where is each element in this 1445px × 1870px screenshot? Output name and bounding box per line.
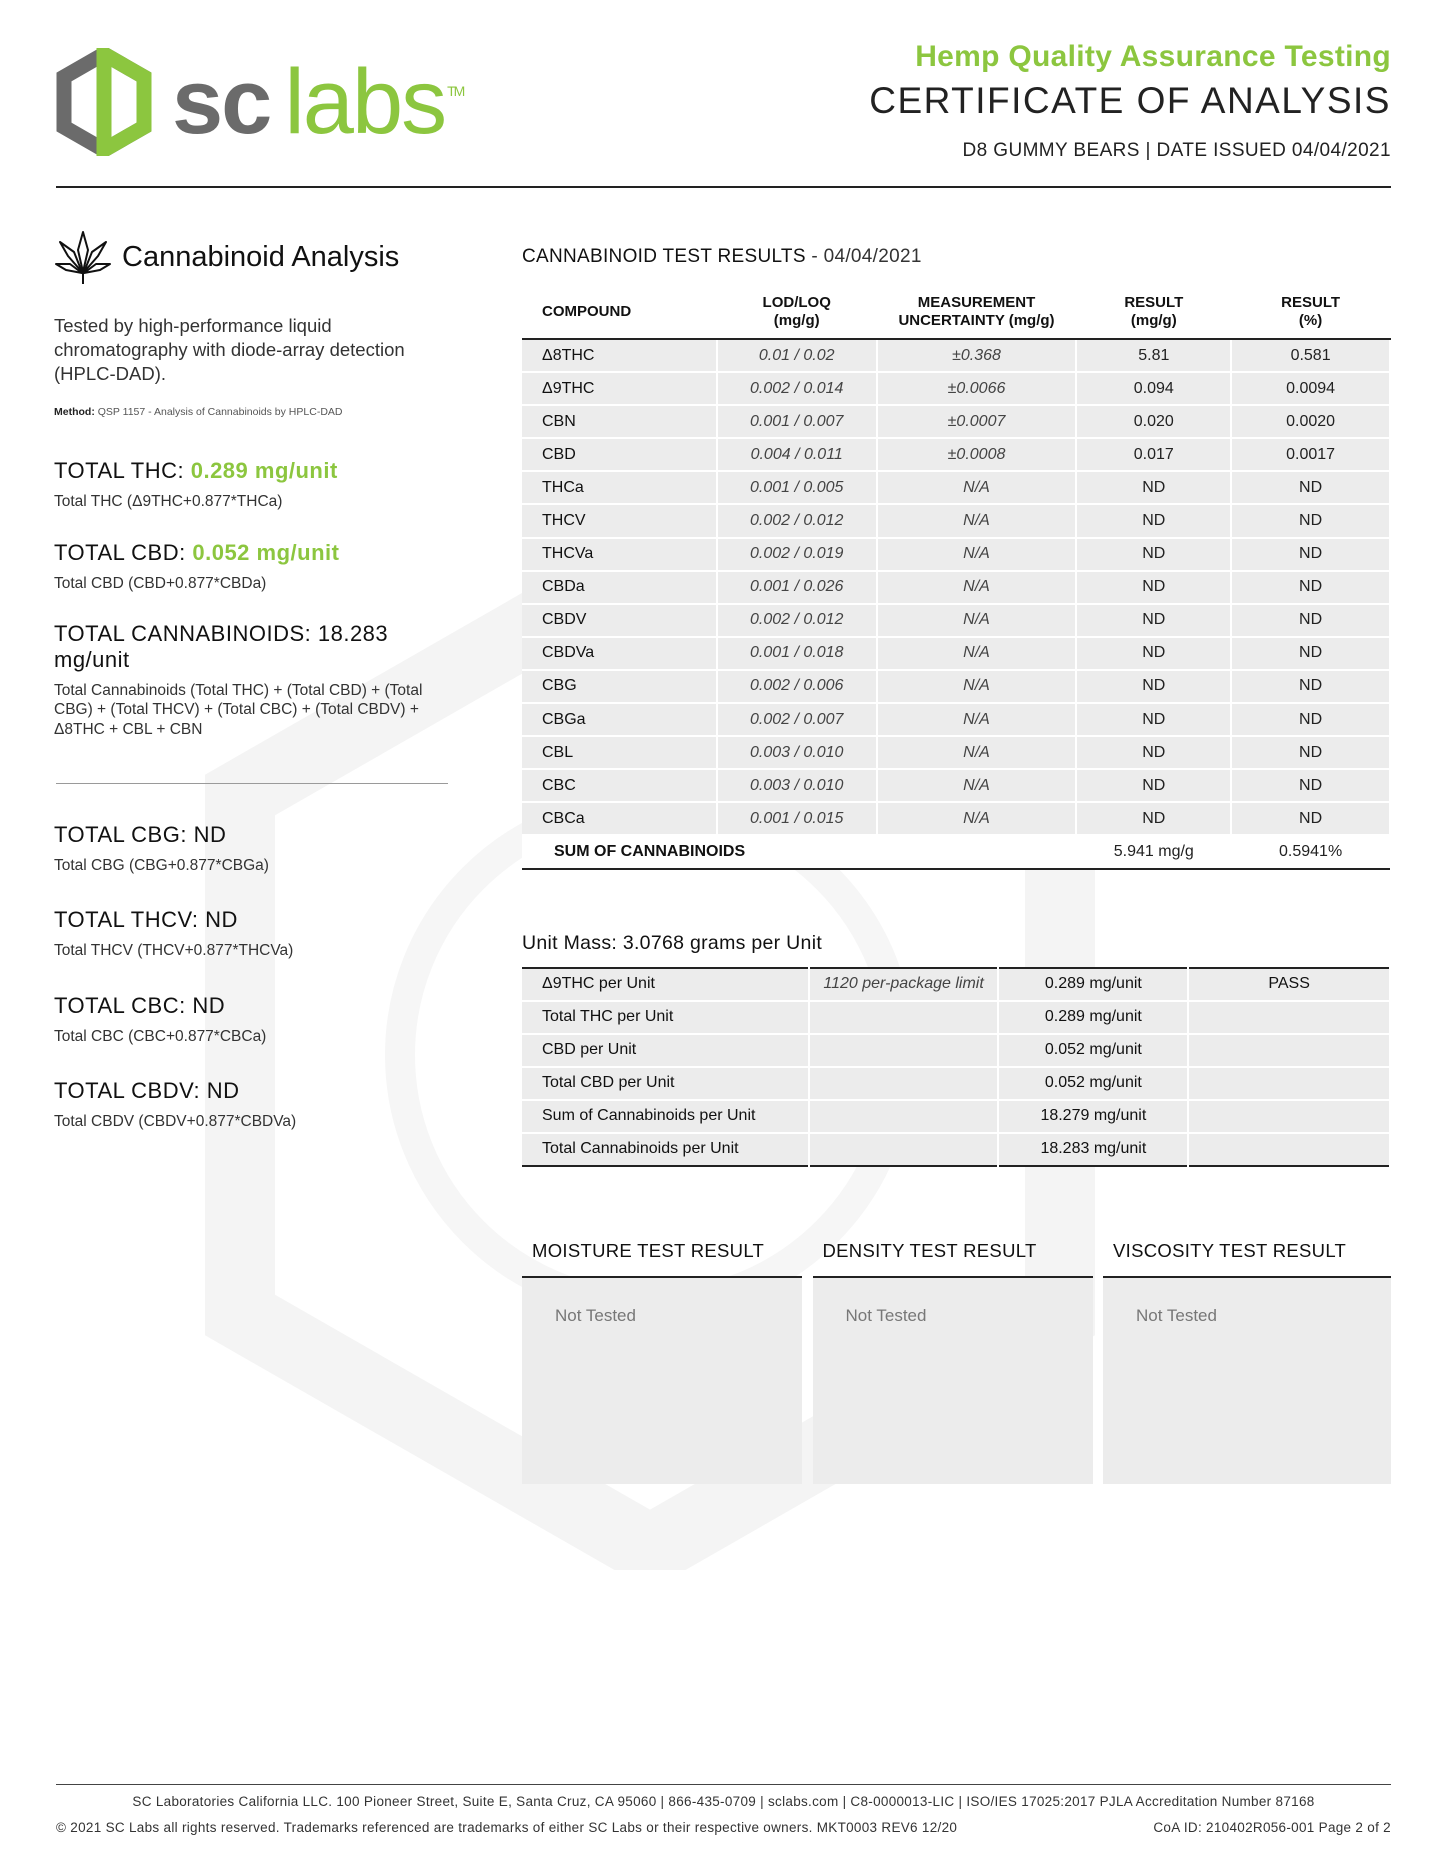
unit-label-cell: Total CBD per Unit xyxy=(522,1067,809,1100)
table-row xyxy=(522,339,1390,372)
compound-cell: CBDa xyxy=(522,571,717,604)
total-thc-label: TOTAL THC: xyxy=(54,458,185,484)
table-row xyxy=(522,802,1390,835)
unit-value-cell: 18.283 mg/unit xyxy=(998,1133,1188,1166)
header-kicker: Hemp Quality Assurance Testing xyxy=(915,40,1391,73)
lodloq-cell: 0.001 / 0.005 xyxy=(717,471,877,504)
result-mg-cell: ND xyxy=(1076,670,1231,703)
uncertainty-cell: N/A xyxy=(877,670,1077,703)
compound-cell: CBN xyxy=(522,405,717,438)
lodloq-cell: 0.002 / 0.012 xyxy=(717,504,877,537)
total-cbd-formula: Total CBD (CBD+0.877*CBDa) xyxy=(54,574,267,592)
table-row xyxy=(522,736,1390,769)
lodloq-cell: 0.001 / 0.018 xyxy=(717,637,877,670)
method-description: Tested by high-performance liquid chromatography with diode-array detection (HPLC-DAD). xyxy=(54,315,405,385)
uncertainty-cell: ±0.0007 xyxy=(877,405,1077,438)
result-mg-cell: ND xyxy=(1076,571,1231,604)
section-title xyxy=(54,228,454,286)
sum-pct: 0.5941% xyxy=(1231,835,1390,868)
result-mg-cell: ND xyxy=(1076,736,1231,769)
total-thc xyxy=(54,458,454,511)
result-pct-cell: 0.0017 xyxy=(1231,438,1390,471)
uncertainty-cell: N/A xyxy=(877,802,1077,835)
section-title-text: Cannabinoid Analysis xyxy=(122,240,400,273)
logo-wordmark-sc: sc xyxy=(172,51,271,153)
result-mg-cell: ND xyxy=(1076,703,1231,736)
result-pct-cell: 0.0094 xyxy=(1231,372,1390,405)
col-result-pct: RESULT (%) xyxy=(1231,294,1390,339)
table-row xyxy=(522,571,1390,604)
viscosity-test-value: Not Tested xyxy=(1103,1278,1391,1484)
uncertainty-cell: N/A xyxy=(877,471,1077,504)
unit-value-cell: 18.279 mg/unit xyxy=(998,1100,1188,1133)
col-uncertainty: MEASUREMENT UNCERTAINTY (mg/g) xyxy=(877,294,1077,339)
total-cbd-label: TOTAL CBD: xyxy=(54,539,186,565)
table-row xyxy=(522,1001,1390,1034)
sum-label: SUM OF CANNABINOIDS xyxy=(522,835,1076,868)
density-test-value: Not Tested xyxy=(813,1278,1093,1484)
compound-cell: CBGa xyxy=(522,703,717,736)
logo-trademark: TM xyxy=(447,83,464,99)
unit-status-cell xyxy=(1188,1067,1390,1100)
total-cannabinoids-label: TOTAL CANNABINOIDS: 18.283 mg/unit xyxy=(54,620,389,672)
table-row xyxy=(522,1100,1390,1133)
result-pct-cell: ND xyxy=(1231,571,1390,604)
total-cannabinoids-formula: Total Cannabinoids (Total THC) + (Total CBD) + (Total CBG) + (Total THCV) + (Total CBC) + (Total CBDV) + Δ8THC + CBL + CBN xyxy=(54,681,423,738)
total-cbg xyxy=(54,822,454,875)
unit-status-cell xyxy=(1188,1034,1390,1067)
total-cbd xyxy=(54,540,454,593)
result-pct-cell: ND xyxy=(1231,769,1390,802)
total-thcv-formula: Total THCV (THCV+0.877*THCVa) xyxy=(54,942,294,960)
result-mg-cell: ND xyxy=(1076,604,1231,637)
unit-limit-cell xyxy=(809,1001,999,1034)
table-row xyxy=(522,1133,1390,1166)
uncertainty-cell: N/A xyxy=(877,703,1077,736)
uncertainty-cell: N/A xyxy=(877,538,1077,571)
table-row xyxy=(522,438,1390,471)
compound-cell: CBL xyxy=(522,736,717,769)
total-cbc xyxy=(54,993,454,1046)
lodloq-cell: 0.001 / 0.007 xyxy=(717,405,877,438)
result-pct-cell: ND xyxy=(1231,637,1390,670)
uncertainty-cell: N/A xyxy=(877,637,1077,670)
result-mg-cell: 5.81 xyxy=(1076,339,1231,372)
method-label: Method: xyxy=(54,406,95,419)
result-mg-cell: ND xyxy=(1076,637,1231,670)
unit-status-cell: PASS xyxy=(1188,968,1390,1001)
unit-limit-cell xyxy=(809,1034,999,1067)
lodloq-cell: 0.002 / 0.006 xyxy=(717,670,877,703)
per-unit-table xyxy=(522,967,1391,1167)
lodloq-cell: 0.002 / 0.007 xyxy=(717,703,877,736)
unit-limit-cell: 1120 per-package limit xyxy=(809,968,999,1001)
table-row xyxy=(522,504,1390,537)
unit-limit-cell xyxy=(809,1100,999,1133)
cannabinoid-results-table xyxy=(522,294,1391,870)
unit-status-cell xyxy=(1188,1133,1390,1166)
compound-cell: CBDVa xyxy=(522,637,717,670)
result-pct-cell: ND xyxy=(1231,504,1390,537)
method-line xyxy=(54,406,454,418)
lodloq-cell: 0.001 / 0.026 xyxy=(717,571,877,604)
page-title: CERTIFICATE OF ANALYSIS xyxy=(869,80,1391,121)
uncertainty-cell: ±0.0008 xyxy=(877,438,1077,471)
logo-wordmark-labs: labs xyxy=(284,51,446,153)
total-cannabinoids xyxy=(54,621,454,739)
compound-cell: THCV xyxy=(522,504,717,537)
lodloq-cell: 0.003 / 0.010 xyxy=(717,769,877,802)
result-pct-cell: 0.0020 xyxy=(1231,405,1390,438)
lodloq-cell: 0.002 / 0.014 xyxy=(717,372,877,405)
density-test xyxy=(813,1240,1093,1484)
compound-cell: Δ9THC xyxy=(522,372,717,405)
unit-value-cell: 0.289 mg/unit xyxy=(998,968,1188,1001)
unit-label-cell: CBD per Unit xyxy=(522,1034,809,1067)
other-tests xyxy=(522,1240,1391,1484)
unit-label-cell: Δ9THC per Unit xyxy=(522,968,809,1001)
header-divider xyxy=(56,186,1391,188)
viscosity-test xyxy=(1103,1240,1391,1484)
compound-cell: CBDV xyxy=(522,604,717,637)
table-row xyxy=(522,769,1390,802)
footer-legal xyxy=(56,1820,1391,1835)
footer-copyright: © 2021 SC Labs all rights reserved. Trademarks referenced are trademarks of either SC Labs or their respective owners. MKT0003 REV6 12/20 xyxy=(56,1820,958,1835)
density-test-title: DENSITY TEST RESULT xyxy=(813,1240,1093,1278)
unit-value-cell: 0.052 mg/unit xyxy=(998,1067,1188,1100)
method-value: QSP 1157 - Analysis of Cannabinoids by HPLC-DAD xyxy=(97,406,343,419)
moisture-test xyxy=(522,1240,802,1484)
results-title-text: CANNABINOID TEST RESULTS xyxy=(522,246,806,267)
results-title xyxy=(522,246,1391,268)
result-pct-cell: ND xyxy=(1231,703,1390,736)
uncertainty-cell: ±0.0066 xyxy=(877,372,1077,405)
col-lodloq: LOD/LOQ (mg/g) xyxy=(717,294,877,339)
per-unit-rows xyxy=(522,968,1390,1166)
compound-cell: CBD xyxy=(522,438,717,471)
lodloq-cell: 0.004 / 0.011 xyxy=(717,438,877,471)
uncertainty-cell: N/A xyxy=(877,604,1077,637)
result-pct-cell: ND xyxy=(1231,670,1390,703)
compound-cell: Δ8THC xyxy=(522,339,717,372)
table-row xyxy=(522,637,1390,670)
total-cbc-label: TOTAL CBC: ND xyxy=(54,992,226,1018)
sum-row xyxy=(522,835,1390,868)
table-row xyxy=(522,538,1390,571)
lodloq-cell: 0.001 / 0.015 xyxy=(717,802,877,835)
unit-limit-cell xyxy=(809,1133,999,1166)
compound-cell: CBG xyxy=(522,670,717,703)
unit-label-cell: Total THC per Unit xyxy=(522,1001,809,1034)
result-pct-cell: ND xyxy=(1231,736,1390,769)
table-row xyxy=(522,1034,1390,1067)
total-thc-formula: Total THC (Δ9THC+0.877*THCa) xyxy=(54,493,283,511)
table-row xyxy=(522,1067,1390,1100)
result-pct-cell: ND xyxy=(1231,802,1390,835)
result-pct-cell: ND xyxy=(1231,604,1390,637)
table-row xyxy=(522,372,1390,405)
unit-label-cell: Total Cannabinoids per Unit xyxy=(522,1133,809,1166)
uncertainty-cell: N/A xyxy=(877,504,1077,537)
total-cbg-formula: Total CBG (CBG+0.877*CBGa) xyxy=(54,857,269,875)
total-cbg-label: TOTAL CBG: ND xyxy=(54,822,227,848)
unit-status-cell xyxy=(1188,1100,1390,1133)
compound-cell: CBCa xyxy=(522,802,717,835)
uncertainty-cell: N/A xyxy=(877,736,1077,769)
total-cbdv xyxy=(54,1078,454,1131)
table-header-row xyxy=(522,294,1390,339)
table-row xyxy=(522,604,1390,637)
results-column xyxy=(522,246,1391,1167)
footer-address: SC Laboratories California LLC. 100 Pioneer Street, Suite E, Santa Cruz, CA 95060 | 866-435-0709 | sclabs.com | C8-0000013-LIC | ISO/IES 17025:2017 PJLA Accreditation Number 87168 xyxy=(132,1794,1315,1809)
unit-label-cell: Sum of Cannabinoids per Unit xyxy=(522,1100,809,1133)
viscosity-test-title: VISCOSITY TEST RESULT xyxy=(1103,1240,1391,1278)
footer-divider xyxy=(56,1784,1391,1785)
table-row xyxy=(522,405,1390,438)
total-thcv-label: TOTAL THCV: ND xyxy=(54,907,238,933)
result-pct-cell: ND xyxy=(1231,538,1390,571)
product-line: D8 GUMMY BEARS | DATE ISSUED 04/04/2021 xyxy=(962,140,1391,161)
result-mg-cell: ND xyxy=(1076,802,1231,835)
hexagon-logo-icon xyxy=(56,48,152,156)
table-row xyxy=(522,703,1390,736)
total-cbd-value: 0.052 mg/unit xyxy=(192,539,340,565)
result-pct-cell: 0.581 xyxy=(1231,339,1390,372)
col-result-mg: RESULT (mg/g) xyxy=(1076,294,1231,339)
unit-value-cell: 0.289 mg/unit xyxy=(998,1001,1188,1034)
result-mg-cell: ND xyxy=(1076,769,1231,802)
moisture-test-value: Not Tested xyxy=(522,1278,802,1484)
table-row xyxy=(522,670,1390,703)
table-row xyxy=(522,968,1390,1001)
left-column xyxy=(54,228,454,1132)
total-thc-value: 0.289 mg/unit xyxy=(190,458,338,484)
uncertainty-cell: N/A xyxy=(877,571,1077,604)
compound-cell: THCVa xyxy=(522,538,717,571)
header-titles xyxy=(869,40,1391,162)
unit-value-cell: 0.052 mg/unit xyxy=(998,1034,1188,1067)
left-divider xyxy=(56,783,448,784)
result-mg-cell: ND xyxy=(1076,538,1231,571)
total-thcv xyxy=(54,907,454,960)
sc-labs-logo xyxy=(56,48,463,156)
result-mg-cell: 0.094 xyxy=(1076,372,1231,405)
sum-mg-g: 5.941 mg/g xyxy=(1076,835,1231,868)
lodloq-cell: 0.002 / 0.019 xyxy=(717,538,877,571)
total-cbdv-label: TOTAL CBDV: ND xyxy=(54,1078,240,1104)
moisture-test-title: MOISTURE TEST RESULT xyxy=(522,1240,802,1278)
result-mg-cell: 0.020 xyxy=(1076,405,1231,438)
cannabinoid-rows xyxy=(522,339,1390,835)
lodloq-cell: 0.002 / 0.012 xyxy=(717,604,877,637)
lodloq-cell: 0.003 / 0.010 xyxy=(717,736,877,769)
cannabis-leaf-icon xyxy=(54,228,112,286)
table-row xyxy=(522,471,1390,504)
total-cbdv-formula: Total CBDV (CBDV+0.877*CBDVa) xyxy=(54,1113,297,1131)
unit-limit-cell xyxy=(809,1067,999,1100)
results-date: - 04/04/2021 xyxy=(805,246,922,267)
result-mg-cell: ND xyxy=(1076,504,1231,537)
compound-cell: THCa xyxy=(522,471,717,504)
result-mg-cell: 0.017 xyxy=(1076,438,1231,471)
total-cbc-formula: Total CBC (CBC+0.877*CBCa) xyxy=(54,1027,267,1045)
lodloq-cell: 0.01 / 0.02 xyxy=(717,339,877,372)
result-pct-cell: ND xyxy=(1231,471,1390,504)
uncertainty-cell: ±0.368 xyxy=(877,339,1077,372)
unit-status-cell xyxy=(1188,1001,1390,1034)
unit-mass-title: Unit Mass: 3.0768 grams per Unit xyxy=(522,931,823,954)
col-compound: COMPOUND xyxy=(522,294,717,339)
result-mg-cell: ND xyxy=(1076,471,1231,504)
compound-cell: CBC xyxy=(522,769,717,802)
footer-coa-id: CoA ID: 210402R056-001 Page 2 of 2 xyxy=(1153,1820,1391,1835)
uncertainty-cell: N/A xyxy=(877,769,1077,802)
